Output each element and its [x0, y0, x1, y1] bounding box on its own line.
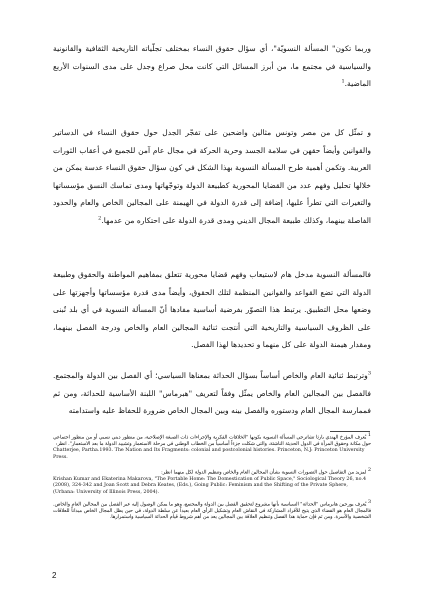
footnote-3 [53, 499, 371, 522]
footnote-2-text: لمزيد من التفاصيل حول التصورات النسوية بشأن المجالين العام والخاص وتنظيم الدولة لكل منهما انظر: [161, 470, 367, 476]
footnote-separator [330, 431, 370, 432]
footnote-2 [53, 467, 371, 496]
footnote-3-number: 3 [367, 499, 371, 505]
footnote-marker-1: 1 [341, 78, 345, 85]
footnote-1-text: يُعرف المؤرخ الهندي بارثا تشاترجي المسألة النسوية بكونها "الخلافات الفكرية والإجراءات ذات الصبغة الإصلاحية، من منظور ديني نسبي أو من منظور اجتماعي حول مكانة وحقوق المرأة في الدول الحديثة الناشئة، والتي شكلت جزءاً أساسياً من الخطاب الوطني في مرحلة الاستعمار وتشييد الدولة ما بعد الاستعمار". انظر: [53, 435, 371, 447]
footnote-2-citation: Krishan Kumar and Ekaterina Makarova, "The Portable Home: The Domestication of Public Space," Sociological Theory 26, no.4 (2008), 324-342 and Joan Scott and Debra Keates, (Eds.), Going Public: Feminism and the Shifting of the Private Sphere, (Urbana: University of Illinois Press, 2004). [53, 477, 367, 495]
paragraph-1-text: وربما تكون" المسألة النسويّة"، أي سؤال حقوق النساء بمختلف تجلّياته التاريخية الثقافية والقانونية والسياسية في مجتمع ما، من أبرز المسائل التي كانت محل صراع وجدل على مدى السنوات الأربع الماضية. [53, 44, 371, 88]
paragraph-4-text: وترتبط ثنائية العام والخاص أساساً بسؤال الحداثة بمعناها السياسي؛ أي الفصل بين الدولة والمجتمع. فالفصل بين المجالين العام والخاص يمثّل وفقاً لتعريف "هبرماس" اللبنة الأساسية للحداثة، ومن ثم فممارسة المجال العام ودستوره والفصل بينه وبين المجال الخاص ضرورة للحفاظ عليه واستدامته [53, 371, 371, 415]
paragraph-2-text: و تمثّل كل من مصر وتونس مثالين واضحين على تفجّر الجدل حول حقوق النساء في الدساتير والقوانين وأيضاً حقهن في سلامة الجسد وحرية الحركة في مجال عام آمن للجميع في أعقاب الثورات العربية. وتكمن أهمية طرح المسألة النسوية بهذا الشكل في كون سؤال حقوق النساء عدسة يمكن من خلالها تحليل وفهم عدد من القضايا المحورية كطبيعة الدولة وتوجّهاتها ومدى تماسك النسق مؤسساتها والتغيرات التي تطرأ عليها، إضافة إلى قدرة الدولة في الهيمنة على المجالين الخاص والعام والحدود الفاصلة بينهما، وكذلك طبيعة المجال الديني ومدى قدرة الدولة على احتكاره من عدمها. [53, 128, 371, 225]
paragraph-1 [53, 40, 371, 93]
paragraph-3-text: فالمسألة النسوية مدخل هام لاستيعاب وفهم قضايا محورية تتعلق بمفاهيم المواطنة والحقوق وطبيعة الدولة التي تضع القواعد والقوانين المنظمة لتلك الحقوق، وأيضاً مدى قدرة مؤسساتها وأجهزتها على وضعها محل التطبيق. يرتبط هذا التصوّر بفرضية أساسية مفادها أنّ المسألة النسوية في أي بلد تُبنى على الظروف السياسية والتاريخية التي أنتجت ثنائية المجالين العام والخاص ودرجة الفصل بينهما، ومقدار هيمنة الدولة على كل منهما و تحديدها لهذا الفصل. [53, 270, 371, 349]
footnote-1-citation: Chatterjee, Partha.1993. The Nation and Its Fragments: colonial and postcolonial histories. Princeton, N.J: Princeton University Press. [53, 448, 365, 460]
footnote-3-text: يُعرف يورجين هابرماس "الحداثة" السياسية بأنها مشروع لتحقيق الفصل بين الدولة والمجتمع، وهو ما يمكن الوصول إليه عبر الفصل بين المجالين العام والخاص. فالمجال العام هو الفضاء الذي يتيح للأفراد المشاركة في النقاش العام وتشكيل الرأي العام بعيداً عن سلطة الدولة، في حين يظل المجال الخاص ميداناً للعلاقات الشخصية والأسرة. ومن ثم فإن حماية هذا الفصل وتنظيم العلاقة بين المجالين يعد من أهم شروط قيام الحداثة السياسية واستمرارها. [53, 502, 371, 521]
page-number: 2 [52, 571, 57, 580]
paragraph-4 [53, 367, 371, 420]
footnote-marker-2: 2 [98, 214, 102, 221]
paragraph-3 [53, 266, 371, 354]
paragraph-2 [53, 124, 371, 229]
footnote-1-number: 1 [367, 432, 371, 438]
footnote-2-number: 2 [367, 467, 371, 473]
footnote-1 [53, 432, 371, 461]
footnote-marker-3: 3 [367, 370, 371, 377]
